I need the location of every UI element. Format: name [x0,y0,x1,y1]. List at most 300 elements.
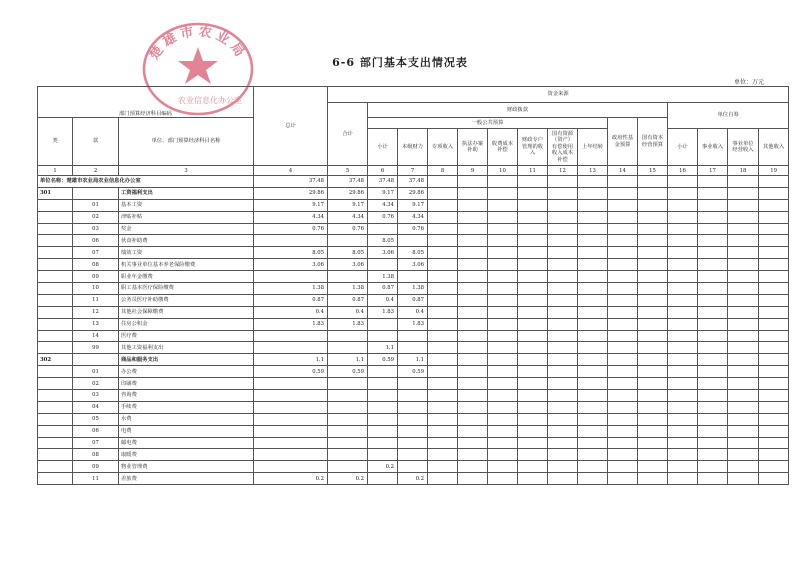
total-cell: 0.76 [254,223,328,235]
empty-cell-col-14 [608,235,638,247]
funding-source-header: 资金来源 [328,87,789,103]
total-cell [254,235,328,247]
benji-cell: 0.2 [398,473,428,485]
column-number-17: 17 [698,166,728,176]
empty-cell-col-11 [518,259,548,271]
empty-cell-col-19 [759,223,789,235]
item-name-cell: 邮电费 [119,437,254,449]
benji-cell: 1.38 [398,283,428,295]
column-number-row [38,166,789,176]
empty-cell-col-12 [548,413,578,425]
empty-cell-col-19 [759,283,789,295]
empty-cell-col-12 [548,283,578,295]
empty-cell-col-10 [488,294,518,306]
xiaoji-cell [368,318,398,330]
empty-cell-col-8 [428,283,458,295]
empty-cell-col-15 [638,318,668,330]
lei-cell [38,366,73,378]
empty-cell-col-19 [759,425,789,437]
empty-cell-col-18 [728,187,759,199]
general-budget-header: 一般公共预算 [368,118,608,129]
table-row [38,235,789,247]
empty-cell-col-12 [548,235,578,247]
subtotal-cell: 9.17 [328,199,368,211]
empty-cell-col-12 [548,473,578,485]
empty-cell-col-14 [608,366,638,378]
empty-cell-col-13 [578,390,608,402]
table-row [38,259,789,271]
kuan-cell: 06 [73,425,119,437]
empty-cell-col-18 [728,318,759,330]
empty-cell-col-15 [638,294,668,306]
benji-cell [398,378,428,390]
empty-cell-col-16 [668,223,698,235]
empty-cell-col-9 [458,473,488,485]
empty-cell-col-17 [698,473,728,485]
empty-cell-col-16 [668,390,698,402]
empty-cell-col-11 [518,223,548,235]
empty-cell-col-8 [428,294,458,306]
subtotal-cell: 1.38 [328,283,368,295]
empty-cell-col-11 [518,413,548,425]
subtotal-cell: 0.2 [328,473,368,485]
empty-cell-col-12 [548,211,578,223]
total-cell: 29.86 [254,187,328,199]
subtotal-cell [328,461,368,473]
lei-cell [38,199,73,211]
empty-cell-col-15 [638,211,668,223]
empty-cell-col-9 [458,461,488,473]
lei-cell [38,449,73,461]
empty-cell-col-11 [518,354,548,366]
kuan-cell: 07 [73,247,119,259]
empty-cell-col-14 [608,211,638,223]
lei-cell [38,259,73,271]
xiaoji-cell [368,473,398,485]
empty-cell-col-16 [668,294,698,306]
xiaoji-cell [368,449,398,461]
xiaoji-cell [368,401,398,413]
empty-cell-col-18 [728,401,759,413]
subtotal-cell: 4.34 [328,211,368,223]
empty-cell-col-13 [578,235,608,247]
empty-cell-col-14 [608,437,638,449]
total-cell [254,449,328,461]
empty-cell-col-13 [578,294,608,306]
empty-cell-col-13 [578,378,608,390]
total-cell: 0.87 [254,294,328,306]
empty-cell-col-9 [458,437,488,449]
total-cell [254,330,328,342]
empty-cell-col-11 [518,342,548,354]
empty-cell-col-14 [608,318,638,330]
empty-cell-col-19 [759,187,789,199]
empty-cell-col-13 [578,306,608,318]
empty-cell-col-16 [668,306,698,318]
empty-cell-col-19 [759,473,789,485]
total-cell [254,437,328,449]
empty-cell-col-8 [428,437,458,449]
empty-cell-col-19 [759,401,789,413]
empty-cell-col-17 [698,223,728,235]
empty-cell-col-13 [578,318,608,330]
empty-cell-col-11 [518,378,548,390]
subtotal-cell [328,449,368,461]
subtotal-cell [328,413,368,425]
item-name-cell: 手续费 [119,401,254,413]
total-cell: 1.1 [254,354,328,366]
item-name-cell: 办公费 [119,366,254,378]
item-name-cell: 职业年金缴费 [119,271,254,283]
empty-cell-col-11 [518,294,548,306]
empty-cell-col-17 [698,390,728,402]
column-number-6: 6 [368,166,398,176]
table-row [38,401,789,413]
empty-cell-col-18 [728,413,759,425]
item-name-cell: 印刷费 [119,378,254,390]
empty-cell-col-16 [668,211,698,223]
table-row [38,199,789,211]
svg-text:农业信息化办公室: 农业信息化办公室 [178,96,242,105]
empty-cell-col-11 [518,283,548,295]
empty-cell-col-12 [548,366,578,378]
empty-cell-col-14 [608,413,638,425]
empty-cell-col-18 [728,425,759,437]
empty-cell-col-16 [668,330,698,342]
xiaoji-cell [368,437,398,449]
fines-header: 执法办案补助 [458,129,488,166]
empty-cell-col-13 [578,247,608,259]
empty-cell-col-15 [638,473,668,485]
empty-cell-col-15 [638,461,668,473]
empty-cell-col-12 [548,318,578,330]
empty-cell-col-12 [548,259,578,271]
xiaoji-cell [368,223,398,235]
empty-cell-col-17 [698,187,728,199]
empty-cell-col-9 [458,354,488,366]
empty-cell-col-17 [698,271,728,283]
empty-cell-col-18 [728,283,759,295]
item-name-cell: 取暖费 [119,449,254,461]
kuan-cell: 14 [73,330,119,342]
kuan-cell: 09 [73,461,119,473]
kuan-cell: 08 [73,259,119,271]
empty-cell-col-17 [698,318,728,330]
subtotal-cell: 1.83 [328,318,368,330]
empty-cell-col-10 [488,390,518,402]
empty-cell-col-18 [728,342,759,354]
unit-name-cell: 单位名称：楚雄市农业局农业信息化办公室 [38,176,254,188]
subtotal-cell [328,390,368,402]
column-number-10: 10 [488,166,518,176]
table-row [38,318,789,330]
header-row-1 [38,87,789,103]
benji-cell: 37.48 [398,176,428,188]
empty-cell-col-18 [728,449,759,461]
item-name-cell: 电费 [119,425,254,437]
column-number-14: 14 [608,166,638,176]
total-cell [254,413,328,425]
total-cell: 9.17 [254,199,328,211]
empty-cell-col-17 [698,413,728,425]
empty-cell-col-13 [578,199,608,211]
empty-cell-col-10 [488,247,518,259]
empty-cell-col-17 [698,283,728,295]
empty-cell-col-14 [608,283,638,295]
empty-cell-col-13 [578,437,608,449]
xiaoji-cell [368,378,398,390]
empty-cell-col-14 [608,354,638,366]
benji-cell [398,449,428,461]
empty-cell-col-17 [698,211,728,223]
empty-cell-col-16 [668,318,698,330]
empty-cell-col-12 [548,461,578,473]
column-number-1: 1 [38,166,73,176]
gov-fund-header: 政府性基金预算 [608,118,638,166]
empty-cell-col-13 [578,283,608,295]
empty-cell-col-12 [548,401,578,413]
benji-cell: 8.05 [398,247,428,259]
empty-cell-col-18 [728,437,759,449]
xiaoji-cell: 1.38 [368,271,398,283]
kuan-cell: 02 [73,211,119,223]
lei-cell [38,378,73,390]
empty-cell-col-15 [638,378,668,390]
empty-cell-col-9 [458,283,488,295]
table-row [38,449,789,461]
empty-cell-col-11 [518,449,548,461]
empty-cell-col-13 [578,271,608,283]
table-row [38,223,789,235]
xiaoji-header: 小计 [368,129,398,166]
item-name-cell: 职工基本医疗保险缴费 [119,283,254,295]
kuan-cell: 06 [73,235,119,247]
empty-cell-col-18 [728,259,759,271]
empty-cell-col-12 [548,378,578,390]
lei-cell [38,342,73,354]
benji-cell [398,461,428,473]
empty-cell-col-8 [428,235,458,247]
lei-cell [38,294,73,306]
econ-code-header: 部门预算经济科目编码 [38,87,254,118]
empty-cell-col-18 [728,366,759,378]
empty-cell-col-14 [608,330,638,342]
kuan-cell: 11 [73,294,119,306]
empty-cell-col-15 [638,354,668,366]
empty-cell-col-15 [638,271,668,283]
item-name-cell: 其他工资福利支出 [119,342,254,354]
lei-cell [38,318,73,330]
self-xiaoji-header: 小计 [668,129,698,166]
empty-cell-col-18 [728,306,759,318]
xiaoji-cell: 4.34 [368,199,398,211]
xiaoji-cell: 3.06 [368,247,398,259]
subtotal-cell [328,437,368,449]
kuan-cell [73,354,119,366]
empty-cell-col-11 [518,390,548,402]
table-row [38,283,789,295]
empty-cell-col-10 [488,473,518,485]
xiaoji-cell: 0.76 [368,211,398,223]
item-name-cell: 基本工资 [119,199,254,211]
empty-cell-col-15 [638,330,668,342]
empty-cell-col-15 [638,176,668,188]
empty-cell-col-9 [458,259,488,271]
fees-header: 收费成本补偿 [488,129,518,166]
total-cell: 0.4 [254,306,328,318]
lei-cell [38,390,73,402]
empty-cell-col-8 [428,461,458,473]
empty-cell-col-17 [698,199,728,211]
subtotal-cell: 0.76 [328,223,368,235]
empty-cell-col-12 [548,390,578,402]
empty-cell-col-11 [518,247,548,259]
empty-cell-col-9 [458,271,488,283]
empty-cell-col-12 [548,187,578,199]
empty-cell-col-18 [728,330,759,342]
empty-cell-col-19 [759,342,789,354]
subtotal-cell: 0.59 [328,366,368,378]
empty-cell-col-11 [518,235,548,247]
empty-cell-col-17 [698,366,728,378]
empty-cell-col-10 [488,354,518,366]
empty-cell-col-19 [759,390,789,402]
empty-cell-col-14 [608,259,638,271]
item-name-cell: 其他社会保障缴费 [119,306,254,318]
empty-cell-col-15 [638,342,668,354]
empty-cell-col-8 [428,390,458,402]
unit-label: 单位：万元 [733,79,764,86]
empty-cell-col-18 [728,176,759,188]
empty-cell-col-9 [458,223,488,235]
column-number-4: 4 [254,166,328,176]
column-number-9: 9 [458,166,488,176]
empty-cell-col-14 [608,473,638,485]
empty-cell-col-17 [698,425,728,437]
kuan-cell: 10 [73,283,119,295]
lei-cell [38,401,73,413]
table-row [38,461,789,473]
table-row [38,425,789,437]
empty-cell-col-19 [759,294,789,306]
empty-cell-col-10 [488,318,518,330]
column-number-3: 3 [119,166,254,176]
empty-cell-col-15 [638,247,668,259]
empty-cell-col-8 [428,413,458,425]
item-name-cell: 工资福利支出 [119,187,254,199]
empty-cell-col-14 [608,390,638,402]
total-cell [254,342,328,354]
benji-cell: 0.4 [398,306,428,318]
other-income-header: 其他收入 [759,129,789,166]
subtotal-cell: 0.4 [328,306,368,318]
empty-cell-col-19 [759,306,789,318]
empty-cell-col-10 [488,401,518,413]
empty-cell-col-15 [638,199,668,211]
empty-cell-col-14 [608,342,638,354]
empty-cell-col-17 [698,437,728,449]
self-raised-header: 单位自筹 [668,103,789,129]
table-row [38,330,789,342]
empty-cell-col-16 [668,413,698,425]
empty-cell-col-15 [638,401,668,413]
kuan-cell: 99 [73,342,119,354]
lei-cell [38,211,73,223]
empty-cell-col-11 [518,425,548,437]
empty-cell-col-8 [428,259,458,271]
empty-cell-col-9 [458,330,488,342]
empty-cell-col-11 [518,306,548,318]
column-number-15: 15 [638,166,668,176]
empty-cell-col-9 [458,199,488,211]
empty-cell-col-12 [548,176,578,188]
table-body [38,176,789,485]
lei-cell [38,283,73,295]
total-cell [254,401,328,413]
item-name-cell: 住房公积金 [119,318,254,330]
empty-cell-col-12 [548,449,578,461]
empty-cell-col-13 [578,187,608,199]
benji-cell: 3.06 [398,259,428,271]
empty-cell-col-16 [668,187,698,199]
empty-cell-col-9 [458,425,488,437]
total-cell: 1.83 [254,318,328,330]
empty-cell-col-9 [458,390,488,402]
empty-cell-col-9 [458,187,488,199]
empty-cell-col-16 [668,283,698,295]
benji-cell: 29.86 [398,187,428,199]
lei-cell [38,473,73,485]
column-number-16: 16 [668,166,698,176]
column-number-18: 18 [728,166,759,176]
empty-cell-col-12 [548,271,578,283]
empty-cell-col-18 [728,473,759,485]
empty-cell-col-19 [759,247,789,259]
total-cell [254,461,328,473]
empty-cell-col-8 [428,199,458,211]
kuan-cell: 04 [73,401,119,413]
empty-cell-col-19 [759,211,789,223]
subtotal-cell [328,235,368,247]
empty-cell-col-14 [608,199,638,211]
empty-cell-col-17 [698,461,728,473]
item-name-cell: 奖金 [119,223,254,235]
empty-cell-col-9 [458,247,488,259]
empty-cell-col-16 [668,449,698,461]
empty-cell-col-16 [668,461,698,473]
item-name-cell: 物业管理费 [119,461,254,473]
empty-cell-col-15 [638,306,668,318]
transfer-header: 上年结转 [578,129,608,166]
xiaoji-cell [368,390,398,402]
empty-cell-col-10 [488,437,518,449]
empty-cell-col-12 [548,294,578,306]
subtotal-cell: 3.06 [328,259,368,271]
empty-cell-col-16 [668,401,698,413]
xiaoji-cell: 1.83 [368,306,398,318]
empty-cell-col-12 [548,342,578,354]
table-row [38,366,789,378]
empty-cell-col-16 [668,259,698,271]
column-number-7: 7 [398,166,428,176]
empty-cell-col-12 [548,437,578,449]
empty-cell-col-10 [488,342,518,354]
empty-cell-col-10 [488,283,518,295]
kuan-cell: 01 [73,366,119,378]
empty-cell-col-14 [608,271,638,283]
empty-cell-col-19 [759,366,789,378]
empty-cell-col-9 [458,306,488,318]
